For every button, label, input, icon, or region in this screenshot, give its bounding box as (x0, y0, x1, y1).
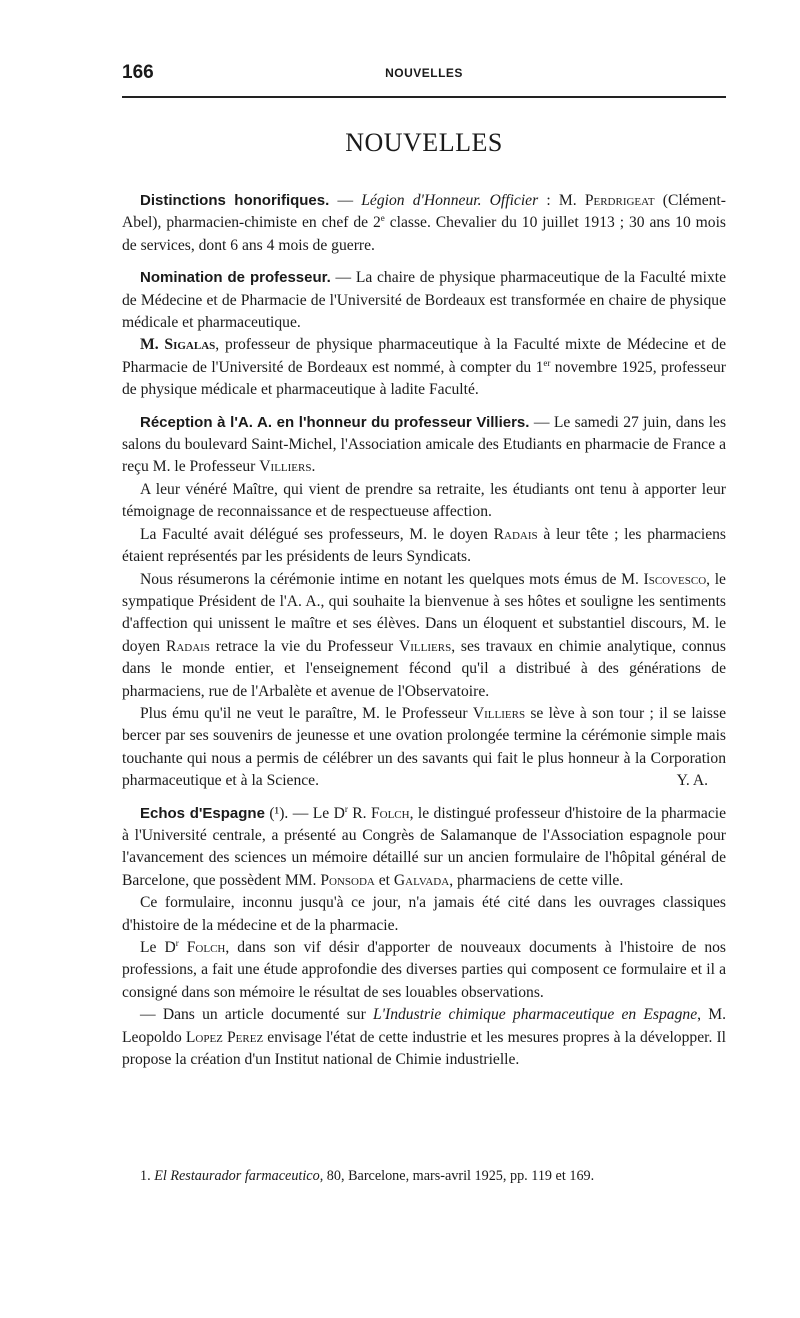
person-name: Villiers (472, 704, 526, 722)
article-title: L'Industrie chimique pharmaceutique en Espagne (373, 1006, 698, 1024)
reception-paragraph-3: La Faculté avait délégué ses professeurs, M. le doyen Radais à leur tête ; les pharmaciens étaient représentés par les présidents de leurs Syndicats. (122, 525, 726, 566)
header-rule (122, 96, 726, 98)
person-name: Folch (178, 939, 226, 956)
signature: Y. A. (676, 772, 708, 790)
echos-paragraph-3: Le $D^r$ Folch, dans son vif désir d'apporter de nouveaux documents à l'histoire de nos professions, a fait une étude approfondie des diverses parties qui composent ce formulaire et il a consigné dans son mémoire le résultat de ses louables observations. (122, 937, 727, 1001)
person-name: Radais (165, 637, 210, 655)
section-title: NOUVELLES (345, 128, 503, 157)
person-name: Galvada (393, 871, 450, 889)
legion-label: Légion d'Honneur. Officier (361, 192, 539, 209)
footnote-journal: El Restaurador farmaceutico (154, 1168, 320, 1184)
reception-paragraph-4: Nous résumerons la cérémonie intime en notant les quelques mots émus de M. Iscovesco, le sympatique Président de l'A. A., qui souhaite la bienvenue à ses hôtes et souligne les sentiments d'affection qui unissent le maître et ses élèves. Dans un éloquent et substantiel discours, M. le doyen Radais retrace la vie du Professeur Villiers, ses travaux en chimie analytique, connus dans le monde entier, et l'enseignement fécond qu'il a distribué à des générations de pharmaciens, rue de l'Arbalète et avenue de l'Observatoire. (122, 570, 726, 700)
reception-paragraph-5: Plus ému qu'il ne veut le paraître, M. le Professeur Villiers se lève à son tour ; il se laisse bercer par ses souvenirs de jeunesse et une ovation prolongée termine la cérémonie simple mais touchante qui nous a permis de célébrer un des savants qui fait le plus honneur à la Corporation pharmaceutique et à la Science. Y. A. (122, 703, 726, 793)
nomination-heading: Nomination de professeur. (140, 269, 331, 287)
echos-heading: Echos d'Espagne (140, 804, 265, 822)
echos-paragraph-2: Ce formulaire, inconnu jusqu'à ce jour, n'a jamais été cité dans les ouvrages classiques d'histoire de la médecine et de la pharmacie. (122, 894, 726, 934)
article-body (122, 190, 726, 1071)
person-name: Sigalas (164, 336, 216, 354)
echos-paragraph: Echos d'Espagne (¹). — Le $D^r$ R. Folch, le distingué professeur d'histoire de la pharmacie à l'Université centrale, a présenté au Congrès de Salamanque de l'Association espagnole pour l'avancement des sciences un mémoire détaillé sur un ancien formulaire de l'hôpital général de Barcelone, que possèdent MM. Ponsoda et Galvada, pharmaciens de cette ville. (122, 803, 727, 889)
running-title: NOUVELLES (385, 66, 463, 80)
distinctions-paragraph: Distinctions honorifiques. — Légion d'Honneur. Officier : M. Perdrigeat (Clément-Abel), pharmacien-chimiste en chef de 2e classe. Chevalier du 10 juillet 1913 ; 30 ans 10 mois de services, dont 6 ans 4 mois de guerre. (122, 192, 726, 254)
footnote: 1. El Restaurador farmaceutico, 80, Barcelone, mars-avril 1925, pp. 119 et 169. (140, 1168, 595, 1184)
person-name: R. Folch (347, 804, 410, 822)
person-name: Villiers (259, 458, 312, 476)
person-name: Villiers (398, 637, 452, 655)
echos-paragraph-4: — Dans un article documenté sur L'Industrie chimique pharmaceutique en Espagne, M. Leopoldo Lopez Perez envisage l'état de cette industrie et les mesures propres à la développer. Il propose la création d'un Institut national de Chimie industrielle. (122, 1006, 727, 1069)
person-name: Lopez Perez (185, 1028, 264, 1046)
nomination-paragraph: Nomination de professeur. — La chaire de physique pharmaceutique de la Faculté mixte de Médecine et de Pharmacie de l'Université de Bordeaux est transformée en chaire de physique médicale et pharmaceutique. (122, 269, 726, 332)
reception-paragraph: Réception à l'A. A. en l'honneur du professeur Villiers. — Le samedi 27 juin, dans les salons du boulevard Saint-Michel, l'Association amicale des Etudiants en pharmacie de France a reçu M. le Professeur Villiers. (122, 413, 727, 476)
footnote-ref: (¹). (264, 804, 289, 822)
person-name: Iscovesco (643, 570, 707, 588)
distinctions-heading: Distinctions honorifiques. (140, 192, 330, 209)
page-number: 166 (122, 62, 154, 83)
reception-heading: Réception à l'A. A. en l'honneur du professeur Villiers. (140, 413, 530, 431)
reception-paragraph-2: A leur vénéré Maître, qui vient de prendre sa retraite, les étudiants ont tenu à apporter leur témoignage de reconnaissance et de respectueuse affection. (122, 480, 726, 521)
person-name: Perdrigeat (584, 192, 655, 209)
person-name: Ponsoda (320, 871, 375, 889)
nomination-paragraph-2: M. Sigalas, professeur de physique pharmaceutique à la Faculté mixte de Médecine et de Pharmacie de l'Université de Bordeaux est nommé, à compter du 1er novembre 1925, professeur de physique médicale et pharmaceutique à ladite Faculté. (122, 336, 727, 399)
running-head (122, 62, 726, 86)
person-name: Radais (493, 525, 538, 543)
